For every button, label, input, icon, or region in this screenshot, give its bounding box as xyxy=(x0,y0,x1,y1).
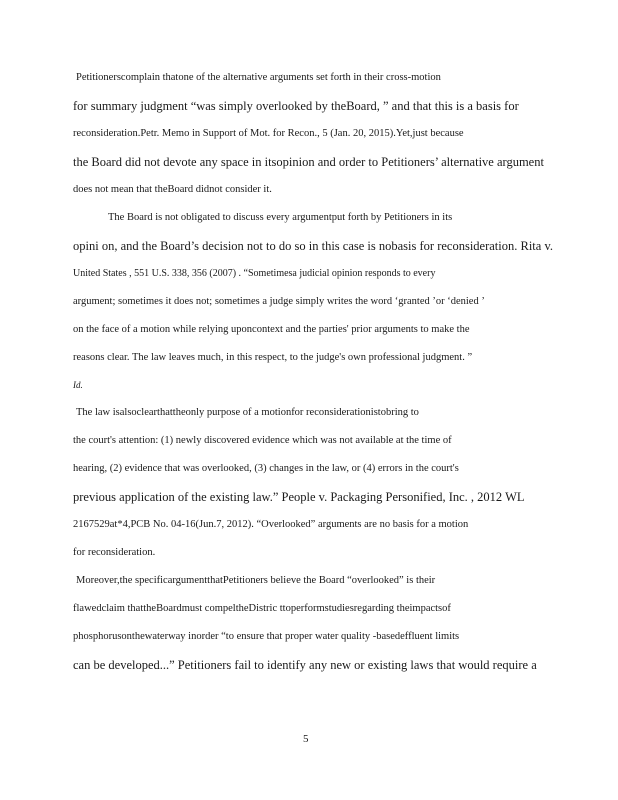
text-line-10: on the face of a motion while relying uponcontext and the parties' prior arguments to make the xyxy=(73,324,470,335)
text-line-18: for reconsideration. xyxy=(73,547,156,558)
text-line-22: can be developed...” Petitioners fail to identify any new or existing laws that would require a xyxy=(73,658,537,672)
text-line-21: phosphorusonthewaterway inorder “to ensure that proper water quality -basedeffluent limits xyxy=(73,631,460,642)
text-line-20: flawedclaim thattheBoardmust compeltheDistric ttoperformstudiesregarding theimpactsof xyxy=(73,603,451,614)
text-line-1: Petitionerscomplain thatone of the alternative arguments set forth in their cross-motion xyxy=(76,72,441,83)
text-line-3: reconsideration.Petr. Memo in Support of Mot. for Recon., 5 (Jan. 20, 2015).Yet,just because xyxy=(73,128,464,139)
text-line-4: the Board did not devote any space in itsopinion and order to Petitioners’ alternative argument xyxy=(73,155,544,169)
text-line-5: does not mean that theBoard didnot consider it. xyxy=(73,184,272,195)
text-line-6: The Board is not obligated to discuss every argumentput forth by Petitioners in its xyxy=(108,212,453,223)
text-line-14: the court's attention: (1) newly discovered evidence which was not available at the time of xyxy=(73,435,452,446)
text-line-19: Moreover,the specificargumentthatPetitioners believe the Board “overlooked” is their xyxy=(76,575,436,586)
text-line-7: opini on, and the Board’s decision not to do so in this case is nobasis for reconsideration. Rita v. xyxy=(73,239,554,253)
text-line-2: for summary judgment “was simply overlooked by theBoard, ” and that this is a basis for xyxy=(73,99,519,113)
text-line-9: argument; sometimes it does not; sometimes a judge simply writes the word ‘granted ’or ‘denied ’ xyxy=(73,296,485,307)
text-line-16: previous application of the existing law.” People v. Packaging Personified, Inc. , 2012 WL xyxy=(73,490,525,504)
page-number: 5 xyxy=(303,733,309,745)
text-line-12: Id. xyxy=(73,380,83,390)
text-line-11: reasons clear. The law leaves much, in this respect, to the judge's own professional judgment. ” xyxy=(73,352,473,363)
text-line-8: United States , 551 U.S. 338, 356 (2007) . “Sometimesa judicial opinion responds to every xyxy=(73,268,436,279)
text-line-17: 2167529at*4,PCB No. 04-16(Jun.7, 2012). “Overlooked” arguments are no basis for a motion xyxy=(73,519,469,530)
text-line-13: The law isalsoclearthattheonly purpose of a motionfor reconsiderationistobring to xyxy=(76,407,419,418)
text-line-15: hearing, (2) evidence that was overlooked, (3) changes in the law, or (4) errors in the court's xyxy=(73,463,459,474)
